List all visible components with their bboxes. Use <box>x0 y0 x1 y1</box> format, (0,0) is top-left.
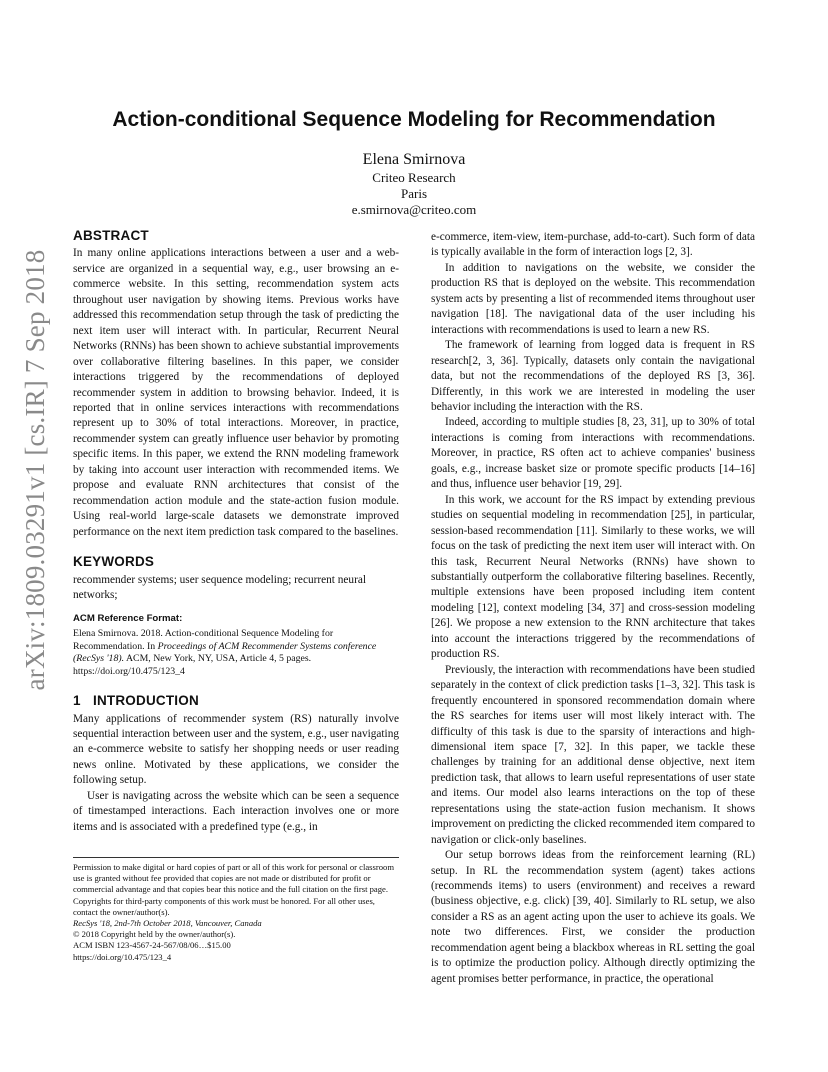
section-number: 1 <box>73 693 81 709</box>
author-city: Paris <box>401 186 427 201</box>
left-column <box>73 228 399 835</box>
body-paragraph: e-commerce, item-view, item-purchase, add-to-cart). Such form of data is typically available in the form of interaction logs [2, 3]. <box>431 231 755 259</box>
right-column <box>431 230 755 987</box>
acm-reference-proceedings: Proceedings of ACM Recommender Systems conference (RecSys '18). <box>73 640 377 665</box>
abstract-heading: ABSTRACT <box>73 228 149 243</box>
keywords-text: recommender systems; user sequence modeling; recurrent neural networks; <box>73 573 366 601</box>
body-paragraph: Our setup borrows ideas from the reinforcement learning (RL) setup. In RL the recommendation system (agent) takes actions (recommends items) to users (environment) and receives a reward (business objective, e.g. click) [39, 40]. Similarly to RL setup, we also consider a RS as an agent acting upon the user to achieve its goals. We note two differences. First, we consider the production recommendation agent being a blackbox whereas in RL setting the goal is to optimize the production policy. Although directly optimizing the agent promises better performance, in practice, the operational <box>431 849 755 985</box>
acm-reference-heading: ACM Reference Format: <box>73 613 183 625</box>
permission-notice: Permission to make digital or hard copies of part or all of this work for personal or classroom use is granted without fee provided that copies are not made or distributed for profit or commercial advantage and that copies bear this notice and the full citation on the first page. Copyrights for third-party components of this work must be honored. For all other uses, contact the owner/author(s). <box>73 862 394 917</box>
acm-reference-part: ACM, New York, NY, USA, Article 4, 5 pages. https://doi.org/10.475/123_4 <box>73 653 312 678</box>
venue-line: RecSys '18, 2nd-7th October 2018, Vancouver, Canada <box>73 918 262 929</box>
body-paragraph: In this work, we account for the RS impact by extending previous studies on sequential modeling in recommendation [25], in particular, session-based recommendation [11]. Similarly to these works, we will focus on the task of predicting the next item user will interact with. On this task, Recurrent Neural Networks (RNNs) have shown to substantially outperform the collaborative filtering baselines. Recently, multiple extensions have been proposed including item content modeling [12], context modeling [34, 37] and cross-session modeling [26]. We propose a new extension to the RNN architecture that takes into account the interactions triggered by the recommendations of production RS. <box>431 493 755 661</box>
author-email: e.smirnova@criteo.com <box>351 202 477 217</box>
introduction-heading <box>73 693 399 708</box>
copyright-line: © 2018 Copyright held by the owner/author(s). <box>73 929 236 940</box>
author-affiliation: Criteo Research <box>372 170 456 185</box>
paper-title: Action-conditional Sequence Modeling for Recommendation <box>112 108 716 131</box>
doi-line: https://doi.org/10.475/123_4 <box>73 951 172 962</box>
body-paragraph: The framework of learning from logged data is frequent in RS research[2, 3, 36]. Typically, datasets only contain the navigational data, but not the recommendations of the deployed RS [3, 36]. Differently, in this work we are interested in modeling the user behavior including the interaction with the RS. <box>431 339 755 413</box>
intro-paragraph: Many applications of recommender system (RS) naturally involve sequential interaction between user and the system, e.g., user navigating an e-commerce website to satisfy her shopping needs or user reading news online. Motivated by these applications, we consider the following setup. <box>73 712 399 787</box>
acm-reference-part: Elena Smirnova. 2018. Action-conditional Sequence Modeling for Recommendation. In <box>73 627 334 652</box>
copyright-footnote <box>73 857 399 963</box>
arxiv-identifier-stamp: arXiv:1809.03291v1 [cs.IR] 7 Sep 2018 <box>19 249 50 691</box>
section-title: INTRODUCTION <box>93 693 199 709</box>
author-name: Elena Smirnova <box>362 151 466 168</box>
isbn-line: ACM ISBN 123-4567-24-567/08/06…$15.00 <box>73 940 231 951</box>
acm-reference-text <box>73 628 399 679</box>
body-paragraph: Indeed, according to multiple studies [8, 23, 31], up to 30% of total interactions is coming from interactions with recommendations. Moreover, in practice, RS often act to achieve companies' business goals, e.g., increase basket size or promote specific products [14–16] and thus, influence user behavior [19, 29]. <box>431 416 755 491</box>
body-paragraph: In addition to navigations on the website, we consider the production RS that is deployed on the website. This recommendation system acts by presenting a list of recommended items throughout user navigation [18]. The navigational data of the user including his interactions with recommendations is used to learn a new RS. <box>431 261 755 336</box>
intro-paragraph: User is navigating across the website which can be seen a sequence of timestamped interactions. Each interaction involves one or more items and is associated with a predefined type (e.g., in <box>73 789 399 833</box>
body-paragraph: Previously, the interaction with recommendations have been studied separately in the context of click prediction tasks [1–3, 32]. This task is frequently encountered in sponsored recommendation domain where the RS searches for items user will most likely interact with. The difficulty of this task is due to the sparsity of interactions and high-dimensional item space [7, 32]. In this paper, we tackle these challenges by training for an additional dense objective, next item prediction task, that allows to learn useful representations of user state and items. Our model also learns interactions on the top of these representations using the state-action fusion mechanism. It shows improvement on predicting the clicked recommended item compared to navigation or click-only baselines. <box>431 663 755 846</box>
keywords-heading: KEYWORDS <box>73 554 155 570</box>
abstract-text: In many online applications interactions between a user and a web-service are organized in a sequential way, e.g., user browsing an e-commerce website. In this setting, recommendation system acts throughout user navigation by showing items. Previous works have addressed this recommendation setup through the task of predicting the next item user will interact with. In particular, Recurrent Neural Networks (RNNs) has been shown to achieve substantial improvements over collaborative filtering baselines. In this paper, we consider interactions triggered by the recommendations of deployed recommender system in addition to browsing behavior. Indeed, it is reported that in online services interactions with recommendations represent up to 30% of total interactions. Moreover, in practice, recommender system can greatly influence user behavior by promoting specific items. In this paper, we extend the RNN modeling framework by taking into account user interaction with recommended items. We propose and evaluate RNN architectures that consist of the recommendation action module and the state-action fusion module. Using real-world large-scale datasets we demonstrate improved performance on the next item prediction task compared to the baselines. <box>73 247 399 538</box>
